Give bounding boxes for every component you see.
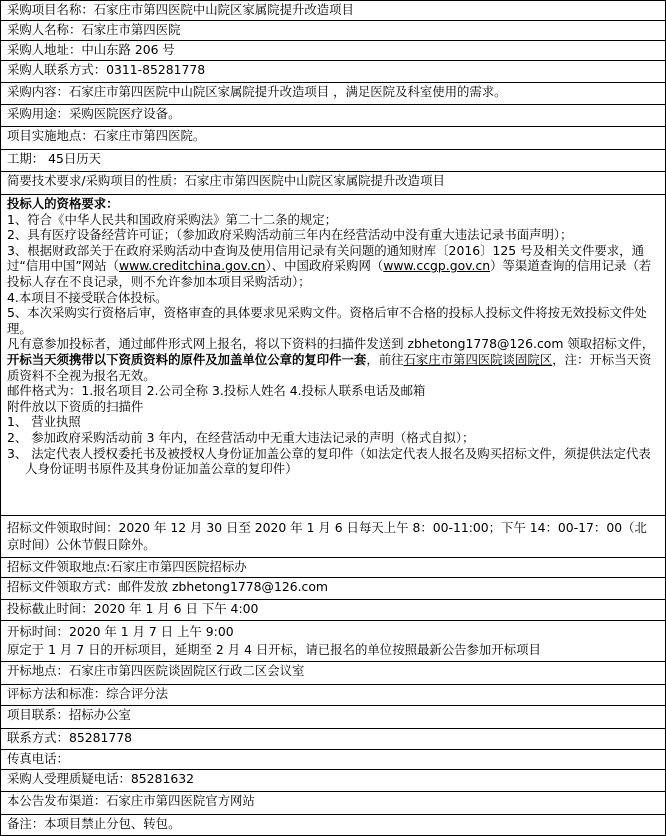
doc-method-row [1,578,665,600]
attachment-heading: 附件放以下资质的扫描件 [7,398,144,414]
publish-channel: 本公告发布渠道：石家庄市第四医院官方网站 [7,793,255,808]
bid-deadline: 投标截止时间：2020 年 1 月 6 日 下午 4:00 [7,601,259,616]
registration-bold: 开标当天须携带以下资质资料的原件及加盖单位公章的复印件一套 [7,351,367,367]
contact-phone: 联系方式：85281778 [7,730,133,745]
buyer-address-row [1,41,665,61]
note-row [1,815,665,836]
qual-item-5: 5、本次采购实行资格后审，资格审查的具体要求见采购文件。资格后审不合格的投标人投标文件将按无效投标文件处理。 [7,305,647,336]
tech-row [1,172,665,195]
procurement-content: 采购内容：石家庄市第四医院中山院区家属院提升改造项目 ，满足医院及科室使用的需求。 [7,84,507,99]
registration-paragraph [7,336,659,383]
registration-text-a: 凡有意参加投标者，通过邮件形式网上报名，将以下资料的扫描件发送到 zbhetong1778@126.com 领取招标文件， [7,336,655,352]
duration: 工期： 45日历天 [7,151,102,166]
evaluation-row [1,685,665,706]
qualification-heading: 投标人的资格要求： [7,196,119,211]
qual-item-3-text-b: ）、中国政府采购网（ [265,258,384,274]
qual-item-3-text-c: ）等渠道查询的信用记录（若投标人存在不良记录，则不允许参加本项目采购活动）； [7,258,652,289]
project-name-row [1,1,665,21]
doc-place-row [1,558,665,578]
evaluation-method: 评标方法和标准：综合评分法 [7,686,169,701]
phone-row [1,729,665,750]
doc-time-row [1,516,665,558]
open-place-row [1,662,665,685]
duration-row [1,150,665,172]
project-name: 采购项目名称：石家庄市第四医院中山院区家属院提升改造项目 [7,2,354,17]
open-place: 开标地点：石家庄市第四医院谈固院区行政二区会议室 [7,663,305,678]
ccgp-link[interactable]: www.ccgp.gov.cn [383,258,491,274]
content-row [1,83,665,105]
implementation-location: 项目实施地点：石家庄市第四医院。 [7,128,206,143]
registration-text-c: ，注：开标当天资质资料不全视为报名无效。 [7,351,652,383]
open-time-postponement: 原定于 1 月 7 日的开标项目，延期至 2 月 4 日开标，请已报名的单位按照最新公告参加开标项目 [7,642,541,657]
buyer-name-row [1,21,665,41]
location-row [1,127,665,150]
doc-collection-method: 招标文件领取方式：邮件发放 zbhetong1778@126.com [7,579,328,594]
mail-format: 邮件格式为：1.报名项目 2.公司全称 3.投标人姓名 4.投标人联系电话及邮箱 [7,383,426,399]
doc-collection-place: 招标文件领取地点:石家庄市第四医院招标办 [7,559,247,574]
qual-item-2: 2、具有医疗设备经营许可证；（参加政府采购活动前三年内在经营活动中没有重大违法记录书面声明）； [7,227,573,243]
open-time: 开标时间：2020 年 1 月 7 日 上午 9:00 [7,624,234,639]
note: 备注：本项目禁止分包、转包。 [7,816,181,831]
procurement-purpose: 采购用途：采购医院医疗设备。 [7,106,181,121]
qualification-cell [1,195,665,516]
buyer-address: 采购人地址：中山东路 206 号 [7,42,175,57]
buyer-name: 采购人名称：石家庄市第四医院 [7,22,181,37]
fax: 传真电话： [7,751,69,766]
qual-item-1: 1、符合《中华人民共和国政府采购法》第二十二条的规定； [7,211,338,227]
qual-item-4: 4.本项目不接受联合体投标。 [7,289,168,305]
deadline-row [1,600,665,621]
fax-row [1,750,665,770]
registration-text-b: ，前往 [366,351,404,367]
project-contact-row [1,706,665,729]
technical-requirements: 简要技术要求/采购项目的性质：石家庄市第四医院中山院区家属院提升改造项目 [7,173,445,188]
attachment-item-1: 1、 营业执照 [7,414,81,430]
attachment-item-3: 3、 法定代表人授权委托书及被授权人身份证加盖公章的复印件（如法定代表人报名及购买招标文件，须提供法定代表人身份证明书原件及其身份证加盖公章的复印件） [7,445,651,477]
creditchina-link[interactable]: www.creditchina.gov.cn [118,258,266,274]
project-contact: 项目联系：招标办公室 [7,707,131,722]
doc-collection-time: 招标文件领取时间：2020 年 12 月 30 日至 2020 年 1 月 6 日每天上午 8：00-11:00；下午 14：00-17：00（北京时间）公休节假日除外。 [7,520,647,552]
buyer-contact: 采购人联系方式：0311-85281778 [7,62,206,77]
complaint-row [1,770,665,792]
open-time-row [1,621,665,662]
purpose-row [1,105,665,127]
attachment-item-2: 2、 参加政府采购活动前 3 年内，在经营活动中无重大违法记录的声明（格式自拟）； [7,429,475,445]
buyer-contact-row [1,61,665,83]
channel-row [1,792,665,815]
complaint-phone: 采购人受理质疑电话：85281632 [7,771,194,786]
qual-item-3-text-a: 3、根据财政部关于在政府采购活动中查询及使用信用记录有关问题的通知财库〔2016〕125 号及相关文件要求，通过“信用中国”网站（ [7,242,644,274]
registration-place: 石家庄市第四医院谈固院区 [403,351,553,367]
qual-item-3 [7,243,659,290]
